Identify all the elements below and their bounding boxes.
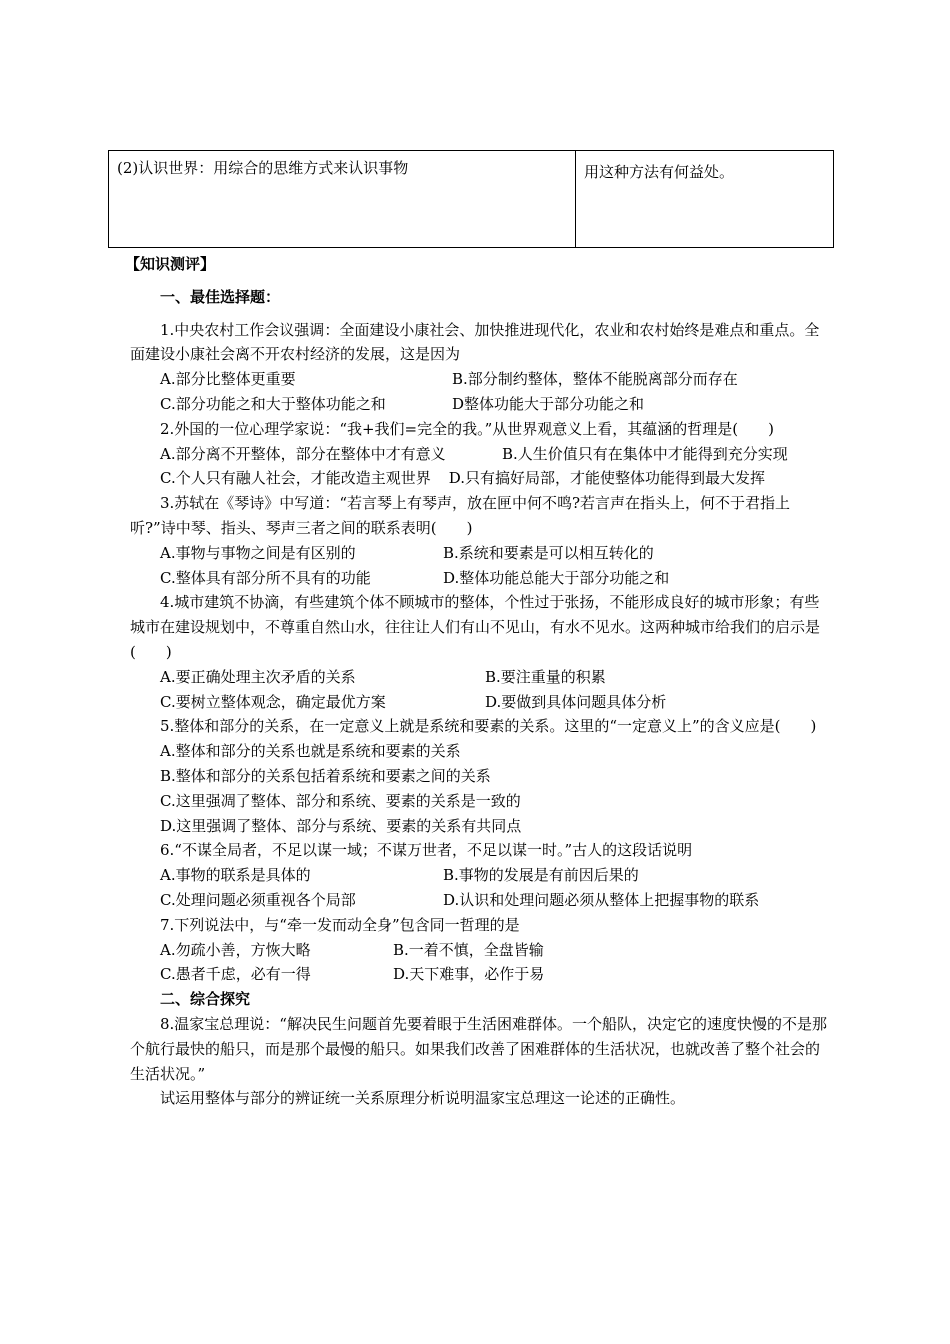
option-b: B.人生价值只有在集体中才能得到充分实现 — [502, 444, 788, 463]
question-stem: 1.中央农村工作会议强调：全面建设小康社会、加快推进现代化，农业和农村始终是难点和重点。全面建设小康社会离不开农村经济的发展，这是因为 — [130, 320, 820, 364]
option-row — [130, 863, 830, 888]
quiz-content — [125, 252, 830, 1111]
table-cell-method: (2)认识世界：用综合的思维方式来认识事物 — [109, 151, 576, 248]
question-stem: 6.“不谋全局者，不足以谋一域；不谋万世者，不足以谋一时。”古人的这段话说明 — [160, 841, 693, 860]
question-stem: 8.温家宝总理说：“解决民生问题首先要着眼于生活困难群体。一个船队，决定它的速度快慢的不是那个航行最快的船只，而是那个最慢的船只。如果我们改善了困难群体的生活状况，也就改善了整个社会的生活状况。” — [130, 1014, 827, 1083]
option-row — [130, 541, 830, 566]
option-c: C.这里强凋了整体、部分和系统、要素的关系是一致的 — [160, 791, 521, 810]
option-d: D整体功能大于部分功能之和 — [452, 394, 645, 413]
question-5 — [130, 714, 830, 838]
option-b: B.事物的发展是有前因后果的 — [443, 866, 639, 885]
method-table — [108, 150, 834, 248]
question-6 — [130, 838, 830, 912]
table-cell-benefit: 用这种方法有何益处。 — [576, 151, 834, 248]
option-row — [130, 367, 830, 392]
option-b: B.一着不慎，全盘皆输 — [393, 940, 544, 959]
option-row — [130, 690, 830, 715]
option-a: A.整体和部分的关系也就是系统和要素的关系 — [160, 742, 461, 761]
option-c: C.愚者千虑，必有一得 — [160, 965, 311, 984]
option-row — [130, 962, 830, 987]
question-8 — [130, 1012, 830, 1111]
option-row — [130, 888, 830, 913]
question-3 — [130, 491, 830, 590]
option-d: D.天下难事，必作于易 — [393, 965, 545, 984]
option-row — [130, 466, 830, 491]
option-d: D.认识和处理问题必须从整体上把握事物的联系 — [443, 890, 760, 909]
option-c: C.要树立整体观念，确定最优方案 — [160, 692, 386, 711]
option-a: A.事物的联系是具体的 — [160, 866, 311, 885]
option-c: C.处理问题必须重视各个局部 — [160, 890, 356, 909]
option-a: A.要正确处理主次矛盾的关系 — [160, 667, 356, 686]
question-stem: 3.苏轼在《琴诗》中写道：“若言琴上有琴声，放在匣中何不鸣?若言声在指头上，何不于君指上听?”诗中琴、指头、琴声三者之间的联系表明( ) — [130, 494, 791, 537]
option-row — [130, 665, 830, 690]
option-c: C.整体具有部分所不具有的功能 — [160, 568, 371, 587]
option-b: B.整体和部分的关系包括着系统和要素之间的关系 — [160, 766, 491, 785]
question-stem: 7.下列说法中，与“牵一发而动全身”包含同一哲理的是 — [160, 915, 520, 934]
question-stem: 5.整体和部分的关系，在一定意义上就是系统和要素的关系。这里的“一定意义上”的含义应是( ) — [160, 717, 817, 736]
option-c: C.个人只有融人社会，才能改造主观世界 — [160, 469, 431, 488]
option-row — [130, 938, 830, 963]
option-row — [130, 392, 830, 417]
option-row — [130, 566, 830, 591]
option-d: D.整体功能总能大于部分功能之和 — [443, 568, 670, 587]
question-task: 试运用整体与部分的辨证统一关系原理分析说明温家宝总理这一论述的正确性。 — [160, 1089, 686, 1108]
question-4 — [130, 590, 830, 714]
option-d: D.要做到具体问题具体分析 — [485, 692, 667, 711]
question-1 — [130, 318, 830, 417]
question-2 — [130, 417, 830, 491]
question-stem: 4.城市建筑不协滴，有些建筑个体不顾城市的整体，个性过于张扬，不能形成良好的城市形象；有些城市在建设规划中，不尊重自然山水，往往让人们有山不见山，有水不见水。这两种城市给我们的启示是( ) — [130, 593, 821, 661]
option-d: D.这里强调了整体、部分与系统、要素的关系有共同点 — [160, 816, 522, 835]
option-a: A.事物与事物之间是有区别的 — [160, 543, 356, 562]
question-7 — [130, 913, 830, 987]
part1-title: 一、最佳选择题： — [160, 287, 281, 306]
section-title: 【知识测评】 — [125, 255, 216, 273]
option-c: C.部分功能之和大于整体功能之和 — [160, 394, 386, 413]
option-d: D.只有搞好局部，才能使整体功能得到最大发挥 — [448, 469, 765, 488]
table-row — [109, 151, 834, 248]
option-b: B.要注重量的积累 — [485, 667, 606, 686]
option-b: B.系统和要素是可以相互转化的 — [443, 543, 654, 562]
option-b: B.部分制约整体，整体不能脱离部分而存在 — [452, 370, 738, 389]
option-row — [130, 442, 830, 467]
part2-title: 二、综合探究 — [160, 990, 251, 1009]
option-a: A.部分比整体更重要 — [160, 370, 296, 389]
question-stem: 2.外国的一位心理学家说：“我+我们=完全的我。”从世界观意义上看，其蕴涵的哲理是( ) — [160, 419, 774, 438]
option-a: A.部分离不开整体，部分在整体中才有意义 — [160, 444, 446, 463]
option-a: A.勿疏小善，方恢大略 — [160, 940, 311, 959]
